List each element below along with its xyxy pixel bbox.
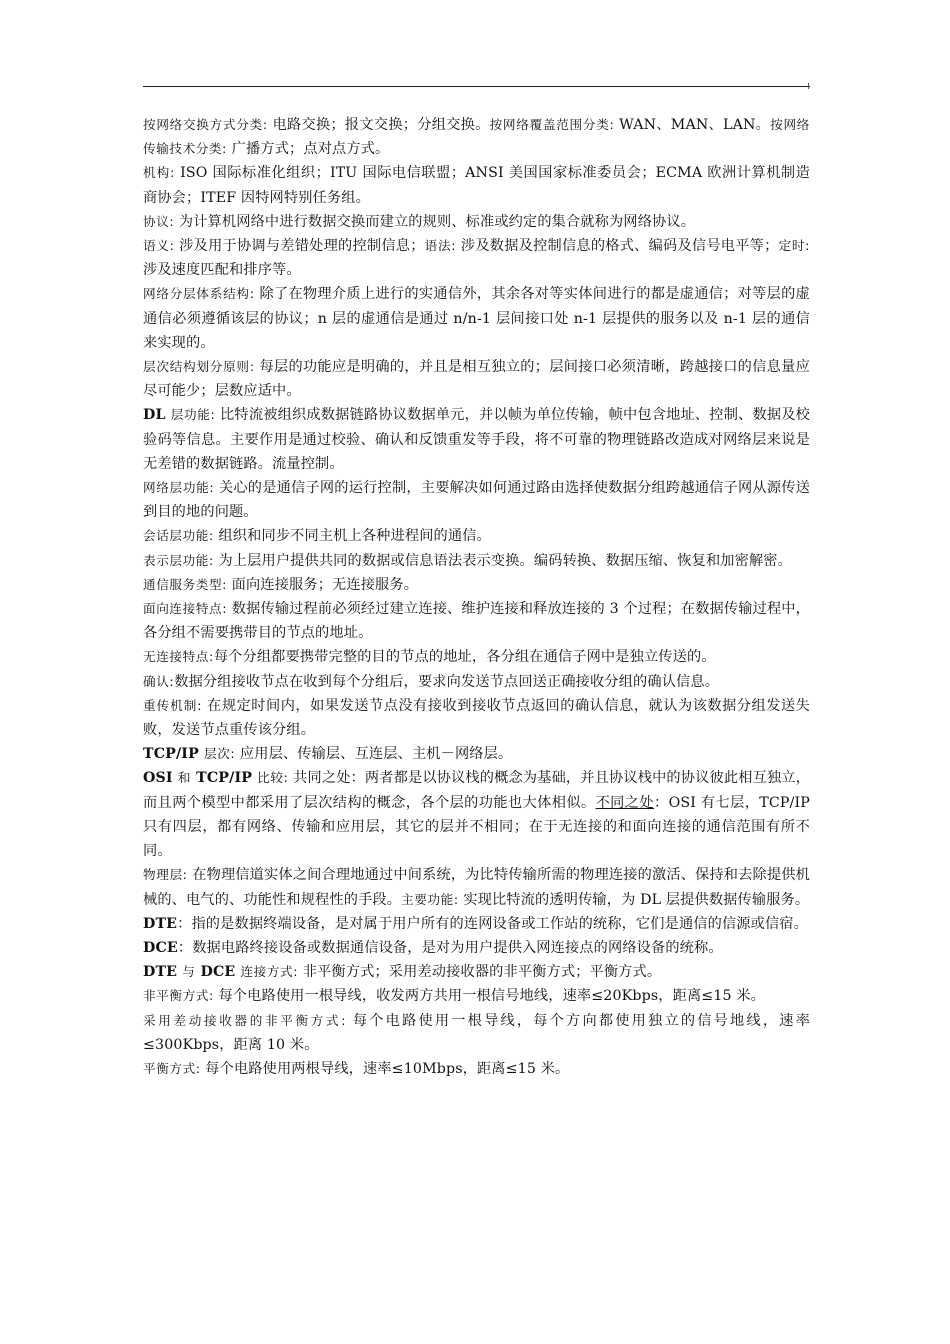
body-text: 非平衡方式；采用差动接收器的非平衡方式；平衡方式。: [298, 964, 662, 981]
term-abbrev: OSI: [143, 770, 178, 787]
paragraph-p11: [143, 573, 810, 597]
term-label: 层次结构划分原则:: [143, 359, 255, 375]
header-rule-tick: [808, 83, 809, 89]
underlined-text: 不同之处: [595, 794, 654, 811]
paragraph-p24: [143, 1057, 810, 1081]
body-text: 组织和同步不同主机上各种进程间的通信。: [213, 528, 491, 545]
term-abbrev: TCP/IP: [191, 770, 258, 787]
paragraph-p4: [143, 234, 810, 282]
term-abbrev: DTE: [143, 964, 183, 981]
paragraph-p6: [143, 355, 810, 403]
term-label: 比较:: [257, 770, 289, 786]
term-label: 定时:: [778, 238, 811, 254]
term-label: 无连接特点:: [143, 649, 214, 665]
body-text: 面向连接服务；无连接服务。: [227, 576, 419, 593]
term-label: 按网络交换方式分类:: [143, 117, 268, 132]
body-text: 在物理信道实体之间合理地通过中间系统，为比特传输所需的物理连接的激活、保持和去除提供机械的、电气的、功能性和规程性的手段。: [143, 867, 810, 908]
paragraph-p7: [143, 403, 810, 476]
paragraph-p1: [143, 113, 810, 161]
paragraph-p16: [143, 742, 810, 766]
paragraph-p23: [143, 1009, 810, 1057]
body-text: 共同之处：两者都是以协议栈的概念为基础，并且协议栈中的协议彼此相互独立，而且两个模型中都采用了层次结构的概念，各个层的功能也大体相似。: [143, 770, 810, 811]
term-label: 表示层功能:: [143, 552, 214, 568]
body-text: ISO 国际标准化组织；ITU 国际电信联盟；ANSI 美国国家标准委员会；ECMA 欧洲计算机制造商协会；ITEF 因特网特别任务组。: [143, 165, 810, 206]
term-label: 机构:: [143, 165, 176, 181]
paragraph-p20: [143, 936, 810, 960]
term-label: 层次:: [204, 746, 236, 762]
term-label: 非平衡方式:: [143, 988, 214, 1004]
body-text: ：OSI 有七层，TCP/IP 只有四层，都有网络、传输和应用层，其它的层并不相同；在于无连接的和面向连接的通信范围有所不同。: [143, 794, 811, 860]
term-label: 通信服务类型:: [143, 576, 228, 592]
paragraph-p15: [143, 694, 810, 742]
body-text: 关心的是通信子网的运行控制，主要解决如何通过路由选择使数据分组跨越通信子网从源传送到目的地的问题。: [143, 480, 810, 521]
body-text: 每个电路使用一根导线，每个方向都使用独立的信号地线，速率≤300Kbps，距离 10 米。: [143, 1012, 810, 1053]
paragraph-p18: [143, 863, 810, 911]
term-label: 网络层功能:: [143, 480, 215, 496]
paragraph-p19: [143, 912, 810, 936]
paragraph-p22: [143, 984, 810, 1008]
paragraph-p12: [143, 597, 810, 645]
term-abbrev: TCP/IP: [143, 746, 204, 763]
term-abbrev: DCE: [143, 939, 178, 956]
term-label: 物理层:: [143, 867, 188, 883]
term-label: 平衡方式:: [143, 1060, 201, 1076]
body-text: 每层的功能应是明确的，并且是相互独立的；层间接口必须清晰，跨越接口的信息量应尽可能少；层数应适中。: [143, 359, 810, 400]
paragraph-p21: [143, 960, 810, 984]
term-label: 协议:: [143, 213, 175, 229]
body-text: 每个电路使用两根导线，速率≤10Mbps，距离≤15 米。: [200, 1060, 570, 1077]
body-text: 在规定时间内，如果发送节点没有接收到接收节点返回的确认信息，就认为该数据分组发送失败，发送节点重传该分组。: [143, 697, 810, 739]
term-abbrev: DTE: [143, 915, 178, 932]
body-text: ：数据电路终接设备或数据通信设备，是对为用户提供入网连接点的网络设备的统称。: [177, 939, 723, 956]
term-label: 与: [182, 964, 196, 980]
term-abbrev: DCE: [195, 964, 241, 981]
term-label: 按网络覆盖范围分类:: [489, 117, 615, 132]
body-text: 应用层、传输层、互连层、主机－网络层。: [235, 746, 513, 763]
term-label: 和: [177, 770, 192, 786]
body-text: 涉及速度匹配和排序等。: [143, 262, 301, 279]
term-label: 面向连接特点:: [143, 601, 228, 617]
term-abbrev: DL: [143, 407, 171, 424]
term-label: 网络分层体系结构:: [143, 286, 255, 302]
body-text: 电路交换；报文交换；分组交换。: [267, 117, 490, 133]
body-text: 每个电路使用一根导线，收发两方共用一根信号地线，速率≤20Kbps，距离≤15 米。: [213, 988, 766, 1005]
document-body: [143, 113, 810, 1081]
term-label: 层功能:: [170, 407, 216, 423]
term-label: 按网络传输技术分类:: [143, 117, 810, 157]
paragraph-p2: [143, 161, 810, 209]
term-label: 会话层功能:: [143, 528, 214, 544]
body-text: 每个分组都要携带完整的目的节点的地址，各分组在通信子网中是独立传送的。: [213, 649, 716, 666]
paragraph-p14: [143, 670, 810, 694]
term-label: 重传机制:: [143, 697, 203, 713]
body-text: 为上层用户提供共同的数据或信息语法表示变换。编码转换、数据压缩、恢复和加密解密。: [213, 552, 792, 569]
body-text: 涉及数据及控制信息的格式、编码及信号电平等；: [456, 238, 779, 255]
term-label: 连接方式:: [240, 964, 299, 980]
body-text: WAN、MAN、LAN。: [614, 117, 771, 133]
body-text: 涉及用于协调与差错处理的控制信息；: [174, 238, 425, 255]
term-label: 确认:: [143, 673, 175, 689]
body-text: 为计算机网络中进行数据交换而建立的规则、标准或约定的集合就称为网络协议。: [174, 213, 696, 230]
body-text: ：指的是数据终端设备，是对属于用户所有的连网设备或工作站的统称，它们是通信的信源或信宿。: [177, 915, 808, 932]
body-text: 除了在物理介质上进行的实通信外，其余各对等实体间进行的都是虚通信；对等层的虚通信必须遵循该层的协议；n 层的虚通信是通过 n/n-1 层间接口处 n-1 层提供的服务以及 n-1 层的通信来实现的。: [143, 286, 810, 351]
paragraph-p3: [143, 210, 810, 234]
paragraph-p10: [143, 549, 810, 573]
term-label: 主要功能:: [401, 891, 459, 907]
paragraph-p13: [143, 645, 810, 669]
paragraph-p8: [143, 476, 810, 524]
term-label: 语法:: [424, 238, 457, 254]
header-rule: [143, 86, 810, 87]
paragraph-p17: [143, 766, 810, 863]
term-label: 语义:: [143, 238, 175, 254]
paragraph-p9: [143, 524, 810, 548]
body-text: 实现比特流的透明传输，为 DL 层提供数据传输服务。: [458, 891, 810, 908]
body-text: 数据分组接收节点在收到每个分组后，要求向发送节点回送正确接收分组的确认信息。: [174, 673, 720, 690]
body-text: 广播方式；点对点方式。: [227, 141, 390, 158]
term-label: 采用差动接收器的非平衡方式:: [143, 1012, 347, 1028]
body-text: 数据传输过程前必须经过建立连接、维护连接和释放连接的 3 个过程；在数据传输过程中，各分组不需要携带目的节点的地址。: [143, 601, 810, 642]
paragraph-p5: [143, 282, 810, 355]
body-text: 比特流被组织成数据链路协议数据单元，并以帧为单位传输，帧中包含地址、控制、数据及校验码等信息。主要作用是通过校验、确认和反馈重发等手段，将不可靠的物理链路改造成对网络层来说是无差错的数据链路。流量控制。: [143, 407, 810, 472]
